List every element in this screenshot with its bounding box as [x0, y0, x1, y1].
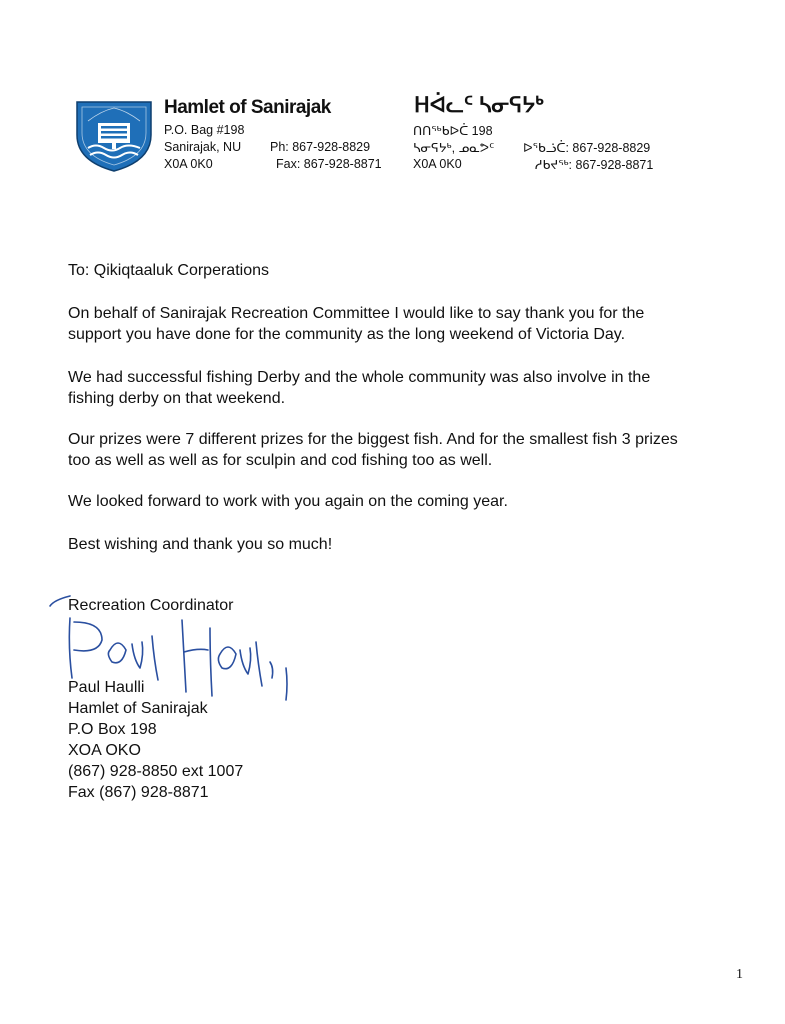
letter-greeting: To: Qikiqtaaluk Corperations [68, 262, 269, 279]
letter-paragraph-2-line-2: fishing derby on that weekend. [68, 390, 286, 407]
letter-paragraph-3-line-2: too as well as well as for sculpin and cod fishing too as well. [68, 452, 493, 469]
signature-po-box: P.O Box 198 [68, 721, 157, 738]
letterhead-address-line-1: P.O. Bag #198 [164, 123, 245, 137]
handwritten-signature [40, 588, 300, 718]
letterhead-address-line-3: X0A 0K0 [164, 157, 213, 171]
signature-phone: (867) 928-8850 ext 1007 [68, 763, 244, 780]
letterhead-syllabics-line-1: ᑎᑎᖅᑲᐅᑖ 198 [413, 124, 493, 138]
signature-postal-code: XOA OKO [68, 742, 141, 759]
letterhead-name: Hamlet of Sanirajak [164, 97, 331, 118]
letter-paragraph-3-line-1: Our prizes were 7 different prizes for the biggest fish. And for the smallest fish 3 prizes [68, 431, 678, 448]
letterhead-address-line-2: Sanirajak, NU [164, 140, 242, 154]
hamlet-crest-logo [74, 99, 154, 173]
letter-paragraph-2-line-1: We had successful fishing Derby and the whole community was also involve in the [68, 369, 651, 386]
letterhead-syllabics-line-3: X0A 0K0 [413, 157, 462, 171]
signature-fax: Fax (867) 928-8871 [68, 784, 209, 801]
letter-closing: Best wishing and thank you so much! [68, 536, 333, 553]
letterhead-phone: Ph: 867-928-8829 [270, 140, 371, 154]
letterhead-syllabics-name: ᕼᐋᓚᑦ ᓴᓂᕋᔭᒃ [414, 94, 544, 117]
letterhead-syllabics-line-2: ᓴᓂᕋᔭᒃ, ᓄᓇᕗᑦ [413, 141, 495, 155]
letterhead-syllabics-phone: ᐅᖃᓘᑖ: 867-928-8829 [523, 141, 651, 155]
signature-organization: Hamlet of Sanirajak [68, 700, 208, 717]
letter-paragraph-1-line-2: support you have done for the community as the long weekend of Victoria Day. [68, 326, 626, 343]
letter-paragraph-4: We looked forward to work with you again on the coming year. [68, 493, 508, 510]
letterhead-fax: Fax: 867-928-8871 [276, 157, 382, 171]
letter-paragraph-1-line-1: On behalf of Sanirajak Recreation Committee I would like to say thank you for the [68, 305, 645, 322]
letterhead-syllabics-fax: ᓱᑲᔪᖅ: 867-928-8871 [535, 158, 654, 172]
page-number: 1 [736, 967, 743, 982]
signature-name: Paul Haulli [68, 679, 145, 696]
signature-title: Recreation Coordinator [68, 597, 234, 614]
